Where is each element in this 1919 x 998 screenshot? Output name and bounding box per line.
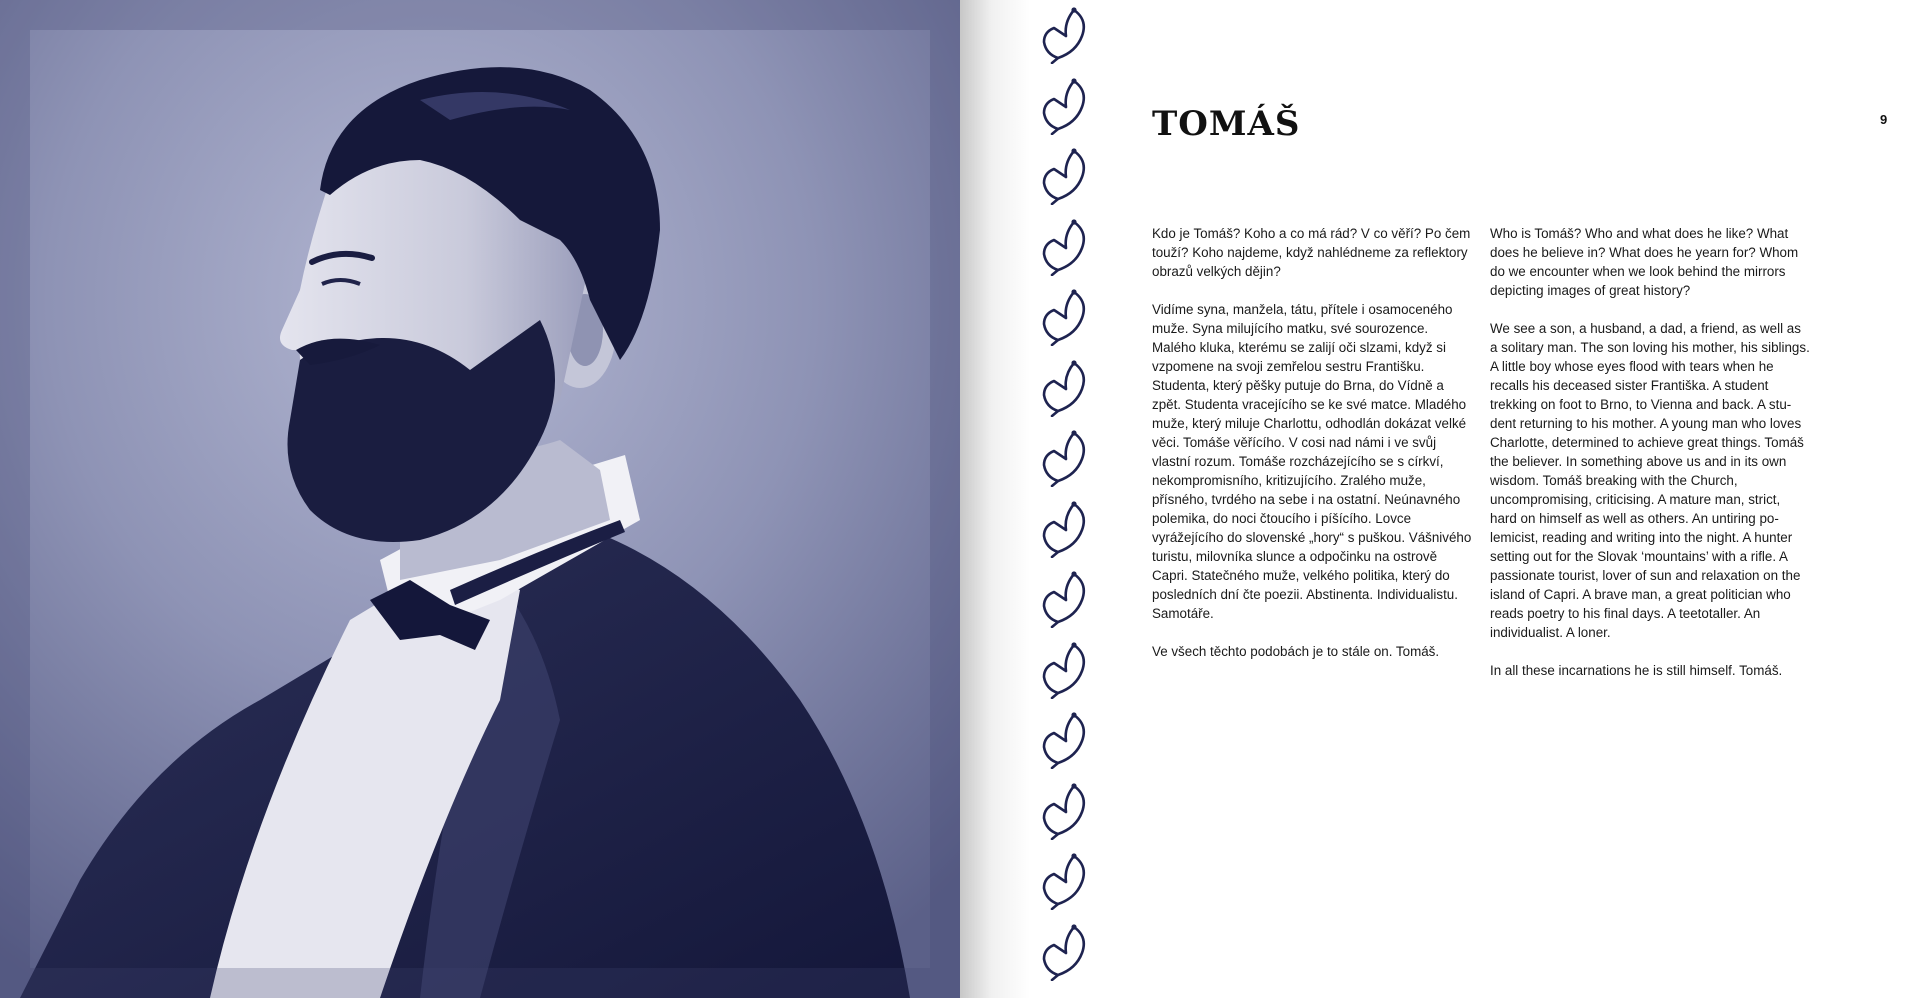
leaf-icon <box>1036 359 1086 417</box>
leaf-icon <box>1036 852 1086 910</box>
leaf-icon <box>1036 147 1086 205</box>
leaf-icon <box>1036 570 1086 628</box>
leaf-icon <box>1036 923 1086 981</box>
leaf-icon <box>1036 500 1086 558</box>
leaf-ornament-column <box>1036 6 1088 996</box>
gutter-shadow <box>960 0 1030 998</box>
czech-text-column <box>1152 224 1472 680</box>
czech-paragraph: Vidíme syna, manžela, tátu, přítele i osamoceného muže. Syna milujícího matku, své sourozence. Malého kluka, kterému se zalijí oči slzami, když si vzpomene na svoji zemřelou sestru Františku. Studenta, který pěšky putuje do Brna, do Vídně a zpět. Studenta vracejícího se ke své matce. Mladého muže, který miluje Charlottu, odhodlán dokázat velké věci. Tomáše věřícího. V cosi nad námi i ve svůj vlastní rozum. Tomáše rozcházejícího se s církví, nekompromisního, kritizujícího. Zralého muže, přísného, tvrdého na sebe i na ostatní. Neúnavného polemika, do noci čtoucího i píšícího. Lovce vyrážejícího do slovenské „hory“ s puškou. Vášnivého turistu, milovníka slunce a odpočinku na ostrově Capri. Statečného muže, velkého politika, který do posledních dní čte poezii. Abstinenta. Individualistu. Samotáře. <box>1152 302 1472 621</box>
english-paragraph: We see a son, a husband, a dad, a friend, as well as a solitary man. The son loving his mother, his siblings. A little boy whose eyes flood with tears when he recalls his deceased sister Františka. A student trekking on foot to Brno, to Vienna and back. A student returning to his mother. A young man who loves Charlotte, determined to achieve great things. Tomáš the believer. In something above us and in its own wisdom. Tomáš breaking with the Church, uncompromising, criticising. A mature man, strict, hard on himself as well as others. An untiring polemicist, reading and writing into the night. A hunter setting out for the Slovak ‘mountains’ with a rifle. A passionate tourist, lover of sun and relaxation on the island of Capri. A brave man, a great politician who reads poetry to his final days. A teetotaller. An individualist. A loner. <box>1490 321 1810 640</box>
leaf-icon <box>1036 218 1086 276</box>
czech-paragraph: Kdo je Tomáš? Koho a co má rád? V co věří? Po čem touží? Koho najdeme, když nahlédneme za reflektory obrazů velkých dějin? <box>1152 226 1471 279</box>
page-number: 9 <box>1880 112 1888 127</box>
leaf-icon <box>1036 782 1086 840</box>
leaf-icon <box>1036 641 1086 699</box>
english-text-column <box>1490 224 1810 699</box>
english-paragraph: Who is Tomáš? Who and what does he like? What does he believe in? What does he yearn for? Whom do we encounter when we look behind the mirrors depicting images of great history? <box>1490 226 1799 298</box>
leaf-icon <box>1036 711 1086 769</box>
english-paragraph: In all these incarnations he is still himself. Tomáš. <box>1490 663 1783 678</box>
leaf-icon <box>1036 429 1086 487</box>
leaf-icon <box>1036 288 1086 346</box>
leaf-icon <box>1036 77 1086 135</box>
czech-paragraph: Ve všech těchto podobách je to stále on. Tomáš. <box>1152 644 1440 659</box>
page-title: TOMÁŠ <box>1152 104 1301 144</box>
leaf-icon <box>1036 6 1086 64</box>
